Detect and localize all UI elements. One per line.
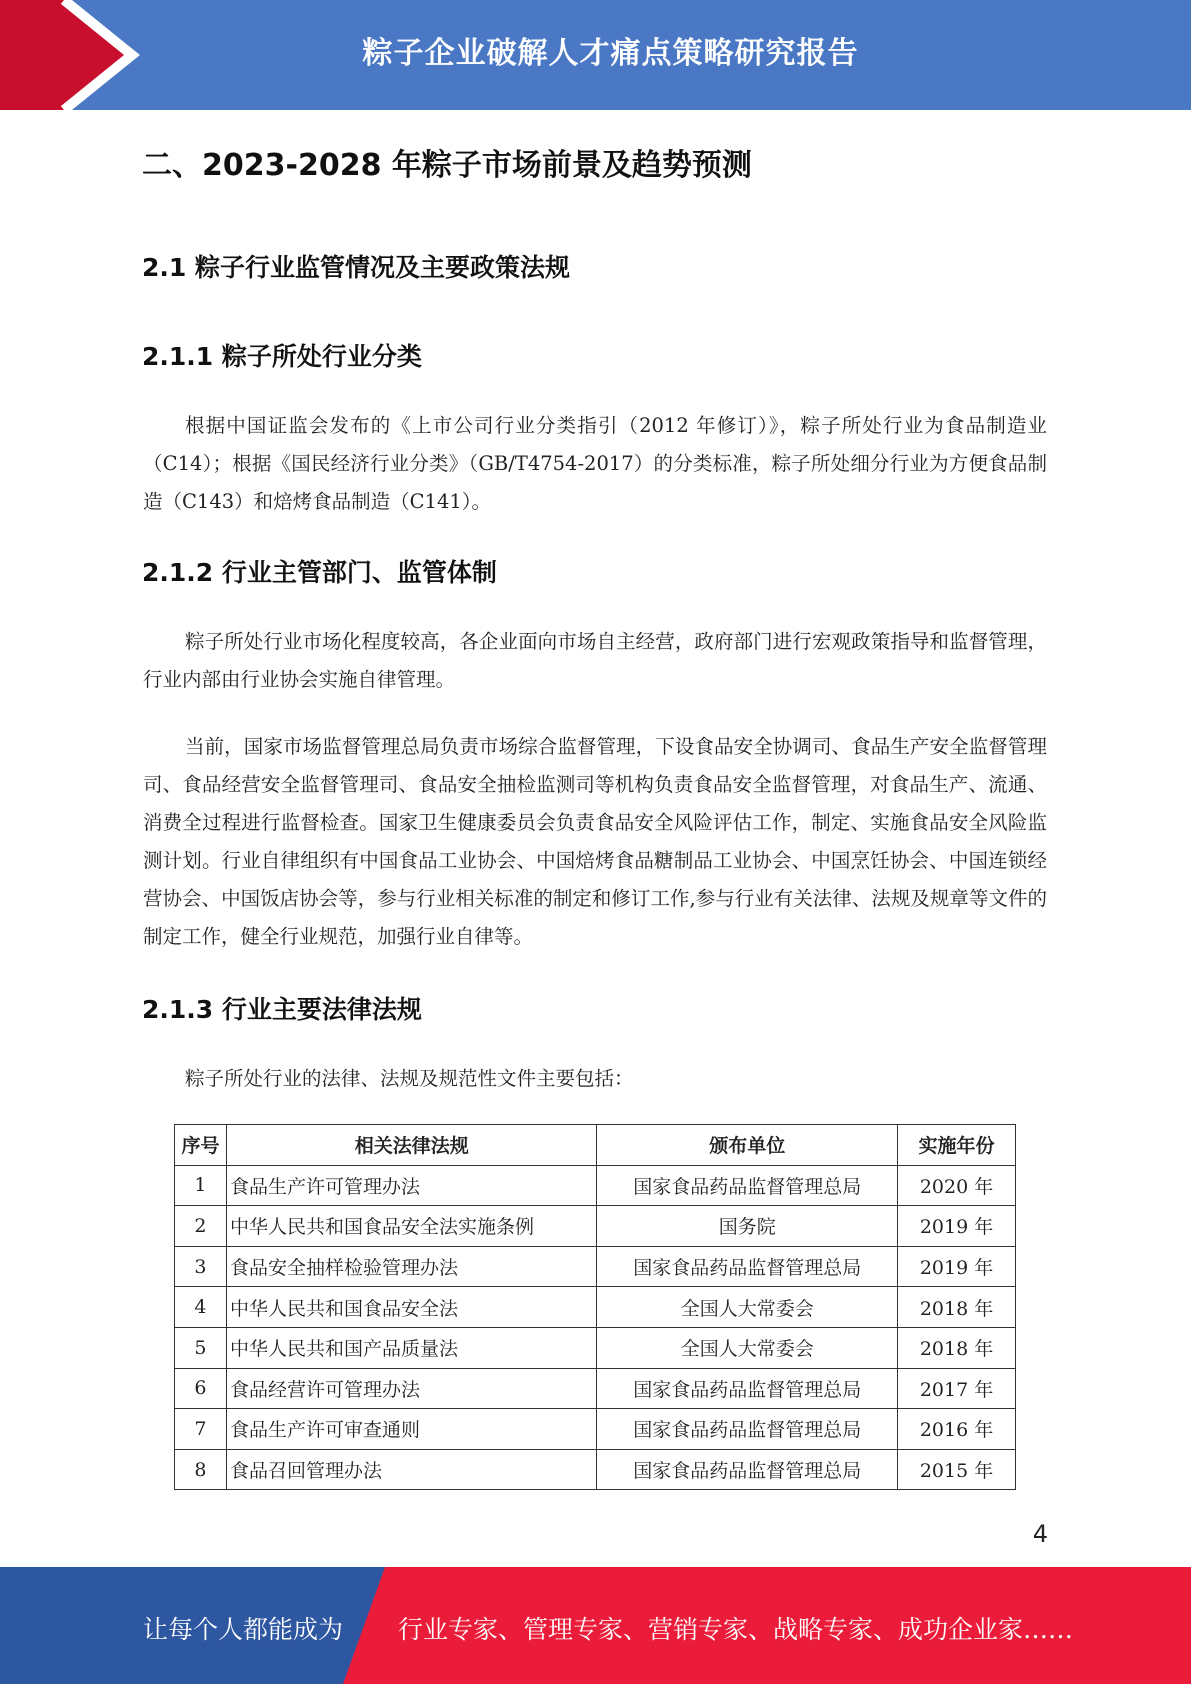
cell-number: 1 <box>175 1165 227 1206</box>
table-row <box>175 1165 1016 1206</box>
cell-year: 2015 年 <box>898 1449 1016 1490</box>
cell-number: 5 <box>175 1327 227 1368</box>
table-body <box>175 1165 1016 1490</box>
table-row <box>175 1368 1016 1409</box>
cell-issuer: 全国人大常委会 <box>597 1327 898 1368</box>
subsection-2-1-3-title: 2.1.3 行业主要法律法规 <box>142 995 422 1024</box>
cell-year: 2018 年 <box>898 1327 1016 1368</box>
section-title: 二、2023-2028 年粽子市场前景及趋势预测 <box>142 148 752 183</box>
paragraph-industry-classification: 根据中国证监会发布的《上市公司行业分类指引（2012 年修订）》，粽子所处行业为食品制造业（C14）；根据《国民经济行业分类》（GB/T4754-2017）的分类标准，粽子所处细分行业为方便食品制造（C143）和焙烤食品制造（C141）。 <box>143 414 1047 513</box>
cell-year: 2019 年 <box>898 1246 1016 1287</box>
cell-issuer: 国家食品药品监督管理总局 <box>597 1246 898 1287</box>
cell-law: 食品生产许可管理办法 <box>226 1165 597 1206</box>
cell-law: 中华人民共和国食品安全法实施条例 <box>226 1206 597 1247</box>
table-row <box>175 1246 1016 1287</box>
cell-issuer: 全国人大常委会 <box>597 1287 898 1328</box>
subsection-2-1-2-title: 2.1.2 行业主管部门、监管体制 <box>142 558 497 587</box>
cell-issuer: 国家食品药品监督管理总局 <box>597 1165 898 1206</box>
cell-law: 食品生产许可审查通则 <box>226 1409 597 1450</box>
cell-law: 食品召回管理办法 <box>226 1449 597 1490</box>
header-issuer: 颁布单位 <box>597 1125 898 1166</box>
cell-law: 食品安全抽样检验管理办法 <box>226 1246 597 1287</box>
laws-table <box>174 1124 1016 1490</box>
header-number: 序号 <box>175 1125 227 1166</box>
cell-year: 2019 年 <box>898 1206 1016 1247</box>
report-title: 粽子企业破解人才痛点策略研究报告 <box>362 36 859 71</box>
table-row <box>175 1206 1016 1247</box>
paragraph-laws-intro: 粽子所处行业的法律、法规及规范性文件主要包括： <box>185 1067 634 1090</box>
subsection-2-1-1-title: 2.1.1 粽子所处行业分类 <box>142 342 422 371</box>
cell-issuer: 国家食品药品监督管理总局 <box>597 1449 898 1490</box>
paragraph-supervision-system: 当前，国家市场监督管理总局负责市场综合监督管理，下设食品安全协调司、食品生产安全监督管理司、食品经营安全监督管理司、食品安全抽检监测司等机构负责食品安全监督管理，对食品生产、流通、消费全过程进行监督检查。国家卫生健康委员会负责食品安全风险评估工作，制定、实施食品安全风险监测计划。行业自律组织有中国食品工业协会、中国焙烤食品糖制品工业协会、中国烹饪协会、中国连锁经营协会、中国饭店协会等，参与行业相关标准的制定和修订工作,参与行业有关法律、法规及规章等文件的制定工作，健全行业规范，加强行业自律等。 <box>143 735 1047 948</box>
footer-slogan-right: 行业专家、管理专家、营销专家、战略专家、成功企业家…… <box>398 1615 1074 1644</box>
table-clip <box>160 1493 1040 1533</box>
cell-year: 2020 年 <box>898 1165 1016 1206</box>
page-number: 4 <box>1032 1520 1048 1548</box>
page-header <box>0 0 1191 110</box>
footer-slogan-left: 让每个人都能成为 <box>143 1615 344 1644</box>
cell-number: 6 <box>175 1368 227 1409</box>
cell-issuer: 国务院 <box>597 1206 898 1247</box>
subsection-2-1-title: 2.1 粽子行业监管情况及主要政策法规 <box>142 253 570 282</box>
cell-number: 7 <box>175 1409 227 1450</box>
table-row <box>175 1449 1016 1490</box>
table-row <box>175 1287 1016 1328</box>
cell-number: 3 <box>175 1246 227 1287</box>
cell-law: 食品经营许可管理办法 <box>226 1368 597 1409</box>
cell-issuer: 国家食品药品监督管理总局 <box>597 1409 898 1450</box>
cell-number: 4 <box>175 1287 227 1328</box>
table-row <box>175 1409 1016 1450</box>
cell-issuer: 国家食品药品监督管理总局 <box>597 1368 898 1409</box>
cell-law: 中华人民共和国食品安全法 <box>226 1287 597 1328</box>
cell-law: 中华人民共和国产品质量法 <box>226 1327 597 1368</box>
header-year: 实施年份 <box>898 1125 1016 1166</box>
cell-year: 2018 年 <box>898 1287 1016 1328</box>
cell-number: 2 <box>175 1206 227 1247</box>
paragraph-market-regulation: 粽子所处行业市场化程度较高，各企业面向市场自主经营，政府部门进行宏观政策指导和监督管理，行业内部由行业协会实施自律管理。 <box>143 630 1047 691</box>
table-row <box>175 1327 1016 1368</box>
table-header-row <box>175 1125 1016 1166</box>
header-law: 相关法律法规 <box>226 1125 597 1166</box>
cell-year: 2017 年 <box>898 1368 1016 1409</box>
cell-number: 8 <box>175 1449 227 1490</box>
cell-year: 2016 年 <box>898 1409 1016 1450</box>
